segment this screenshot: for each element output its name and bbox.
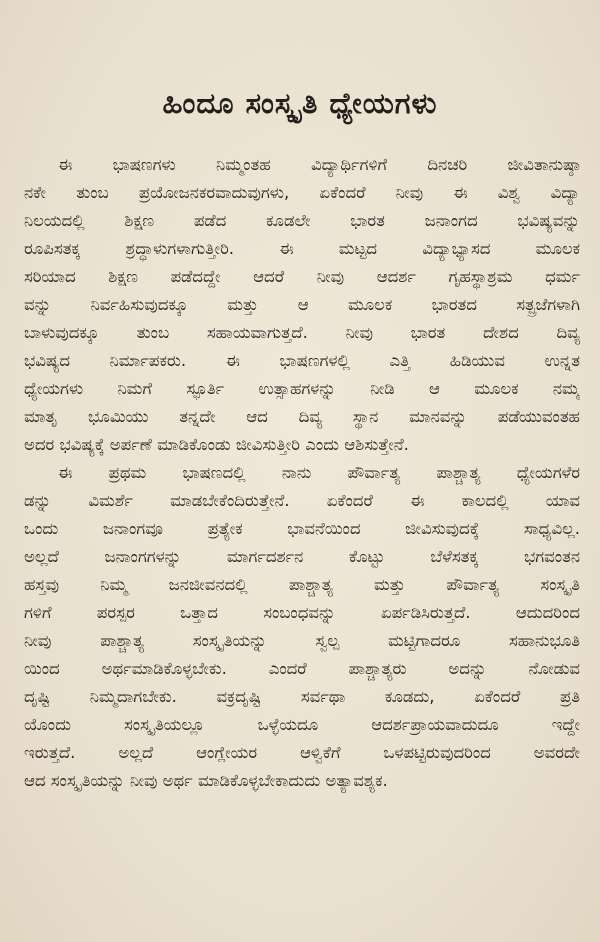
text-line: ಡನ್ನು ವಿಮರ್ಶೆ ಮಾಡಬೇಕೆಂದಿರುತ್ತೇನೆ. ಏಕೆಂದರೆ ಈ ಕಾಲದಲ್ಲಿ ಯಾವ — [24, 491, 580, 510]
page-title: ಹಿಂದೂ ಸಂಸ್ಕೃತಿ ಧ್ಯೇಯಗಳು — [162, 86, 438, 120]
text-line: ರೂಪಿಸತಕ್ಕ ಶ್ರದ್ಧಾಳುಗಳಾಗುತ್ತೀರಿ. ಈ ಮಟ್ಟದ ವಿದ್ಯಾಭ್ಯಾಸದ ಮೂಲಕ — [24, 239, 580, 258]
text-line: ಗಳಿಗೆ ಪರಸ್ಪರ ಒತ್ತಾದ ಸಂಬಂಧವನ್ನು ಏರ್ಪಡಿಸಿರುತ್ತದೆ. ಆದುದರಿಂದ — [24, 603, 580, 622]
text-line: ಹಸ್ತವು ನಿಮ್ಮ ಜನಜೀವನದಲ್ಲಿ ಪಾಶ್ಚಾತ್ಯ ಮತ್ತು ಪೌರ್ವಾತ್ಯ ಸಂಸ್ಕೃತಿ — [24, 575, 580, 594]
text-line: ಇರುತ್ತದೆ. ಅಲ್ಲದೆ ಆಂಗ್ಲೇಯರ ಆಳ್ವಿಕೆಗೆ ಒಳಪಟ್ಟಿರುವುದರಿಂದ ಅವರದೇ — [24, 743, 580, 762]
text-line: ಸರಿಯಾದ ಶಿಕ್ಷಣ ಪಡೆದದ್ದೇ ಆದರೆ ನೀವು ಆದರ್ಶ ಗೃಹಸ್ಥಾಶ್ರಮ ಧರ್ಮ — [24, 267, 580, 286]
text-line: ಯೊಂದು ಸಂಸ್ಕೃತಿಯಲ್ಲೂ ಒಳ್ಳೆಯದೂ ಆದರ್ಶಪ್ರಾಯವಾದುದೂ ಇದ್ದೇ — [24, 715, 580, 734]
text-line: ನೀವು ಪಾಶ್ಚಾತ್ಯ ಸಂಸ್ಕೃತಿಯನ್ನು ಸ್ವಲ್ಪ ಮಟ್ಟಿಗಾದರೂ ಸಹಾನುಭೂತಿ — [24, 631, 580, 650]
text-line: ನಿಲಯದಲ್ಲಿ ಶಿಕ್ಷಣ ಪಡೆದ ಕೂಡಲೇ ಭಾರತ ಜನಾಂಗದ ಭವಿಷ್ಯವನ್ನು — [24, 211, 580, 230]
text-line: ಈ ಭಾಷಣಗಳು ನಿಮ್ಮಂತಹ ವಿದ್ಯಾರ್ಥಿಗಳಿಗೆ ದಿನಚರಿ ಜೀವಿತಾನುಷ್ಠಾ — [58, 155, 580, 174]
text-line: ಅದರ ಭವಿಷ್ಯಕ್ಕೆ ಅರ್ಪಣೆ ಮಾಡಿಕೊಂಡು ಜೀವಿಸುತ್ತೀರಿ ಎಂದು ಆಶಿಸುತ್ತೇನೆ. — [24, 435, 409, 454]
text-line: ಅಲ್ಲದೆ ಜನಾಂಗಗಳನ್ನು ಮಾರ್ಗದರ್ಶನ ಕೊಟ್ಟು ಬೆಳೆಸತಕ್ಕ ಭಗವಂತನ — [24, 547, 580, 566]
text-line: ಒಂದು ಜನಾಂಗವೂ ಪ್ರತ್ಯೇಕ ಭಾವನೆಯಿಂದ ಜೀವಿಸುವುದಕ್ಕೆ ಸಾಧ್ಯವಿಲ್ಲ. — [24, 519, 580, 538]
text-line: ಭವಿಷ್ಯದ ನಿರ್ಮಾಪಕರು. ಈ ಭಾಷಣಗಳಲ್ಲಿ ಎತ್ತಿ ಹಿಡಿಯುವ ಉನ್ನತ — [24, 351, 580, 370]
text-line: ಮಾತೃ ಭೂಮಿಯು ತನ್ನದೇ ಆದ ದಿವ್ಯ ಸ್ಥಾನ ಮಾನವನ್ನು ಪಡೆಯುವಂತಹ — [24, 407, 580, 426]
body-text — [24, 151, 580, 795]
text-line: ಆದ ಸಂಸ್ಕೃತಿಯನ್ನು ನೀವು ಅರ್ಥ ಮಾಡಿಕೊಳ್ಳಬೇಕಾದುದು ಅತ್ಯಾವಶ್ಯಕ. — [24, 771, 388, 790]
text-line: ನಕೇ ತುಂಬ ಪ್ರಯೋಜನಕರವಾದುವುಗಳು, ಏಕೆಂದರೆ ನೀವು ಈ ವಿಶ್ವ ವಿದ್ಯಾ — [24, 183, 580, 202]
text-line: ವನ್ನು ನಿರ್ವಹಿಸುವುದಕ್ಕೂ ಮತ್ತು ಆ ಮೂಲಕ ಭಾರತದ ಸತ್ಪ್ರಜೆಗಳಾಗಿ — [24, 295, 580, 314]
text-line: ಯಿಂದ ಅರ್ಥಮಾಡಿಕೊಳ್ಳಬೇಕು. ಎಂದರೆ ಪಾಶ್ಚಾತ್ಯರು ಅದನ್ನು ನೋಡುವ — [24, 659, 580, 678]
text-line: ಬಾಳುವುದಕ್ಕೂ ತುಂಬ ಸಹಾಯವಾಗುತ್ತದೆ. ನೀವು ಭಾರತ ದೇಶದ ದಿವ್ಯ — [24, 323, 580, 342]
text-line: ಧ್ಯೇಯಗಳು ನಿಮಗೆ ಸ್ಫೂರ್ತಿ ಉತ್ಸಾಹಗಳನ್ನು ನೀಡಿ ಆ ಮೂಲಕ ನಮ್ಮ — [24, 379, 580, 398]
text-line: ದೃಷ್ಟಿ ನಿಮ್ಮದಾಗಬೇಕು. ವಕ್ರದೃಷ್ಟಿ ಸರ್ವಥಾ ಕೂಡದು, ಏಕೆಂದರೆ ಪ್ರತಿ — [24, 687, 580, 706]
text-line: ಈ ಪ್ರಥಮ ಭಾಷಣದಲ್ಲಿ ನಾನು ಪೌರ್ವಾತ್ಯ ಪಾಶ್ಚಾತ್ಯ ಧ್ಯೇಯಗಳೆರ — [58, 463, 580, 482]
